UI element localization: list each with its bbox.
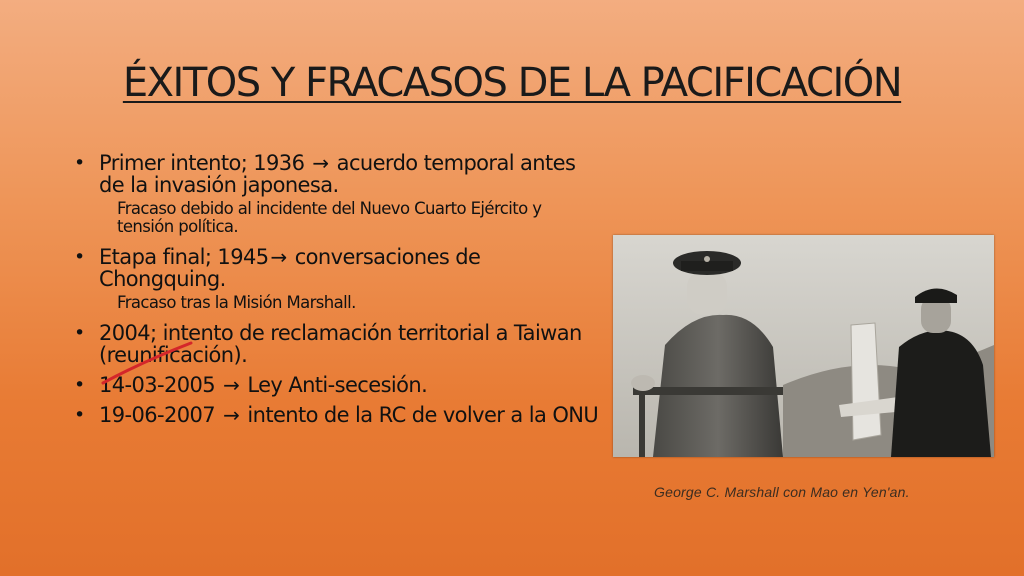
bullet-list: [72, 152, 602, 434]
slide-title: [0, 60, 1024, 106]
bullet-item-2004: • 2004; intento de reclamación territorial a Taiwan (reunificación).: [74, 321, 582, 367]
bullet-dot: •: [74, 404, 85, 426]
bullet-dot: •: [74, 374, 85, 396]
arrow-right-icon: →: [223, 373, 240, 397]
slide-title-text: ÉXITOS Y FRACASOS DE LA PACIFICACIÓN: [122, 60, 902, 106]
red-strikethrough-annotation: [99, 339, 194, 387]
sub-item-1945: Fracaso tras la Misión Marshall.: [117, 293, 356, 312]
photo-marshall-mao: [613, 235, 994, 457]
bullet-item-2007: • 19-06-2007 → intento de la RC de volver a la ONU: [74, 403, 599, 427]
arrow-right-icon: →: [312, 151, 329, 175]
bullet-dot: •: [74, 322, 85, 344]
bullet-dot: •: [74, 246, 85, 268]
bullet-item-1936: • Primer intento; 1936 → acuerdo temporal antes de la invasión japonesa.: [74, 151, 576, 197]
historical-photo: [613, 235, 994, 457]
bullet-item-1945: • Etapa final; 1945 → conversaciones de Chongquing.: [74, 245, 481, 291]
bullet-dot: •: [74, 152, 85, 174]
arrow-right-icon: →: [223, 403, 240, 427]
sub-item-1936: Fracaso debido al incidente del Nuevo Cuarto Ejército y tensión política.: [117, 199, 542, 236]
photo-caption: George C. Marshall con Mao en Yen'an.: [654, 484, 910, 500]
bullet-item-2005: • 14-03-2005 → Ley Anti-secesión.: [74, 373, 428, 397]
arrow-right-icon: →: [270, 245, 287, 269]
